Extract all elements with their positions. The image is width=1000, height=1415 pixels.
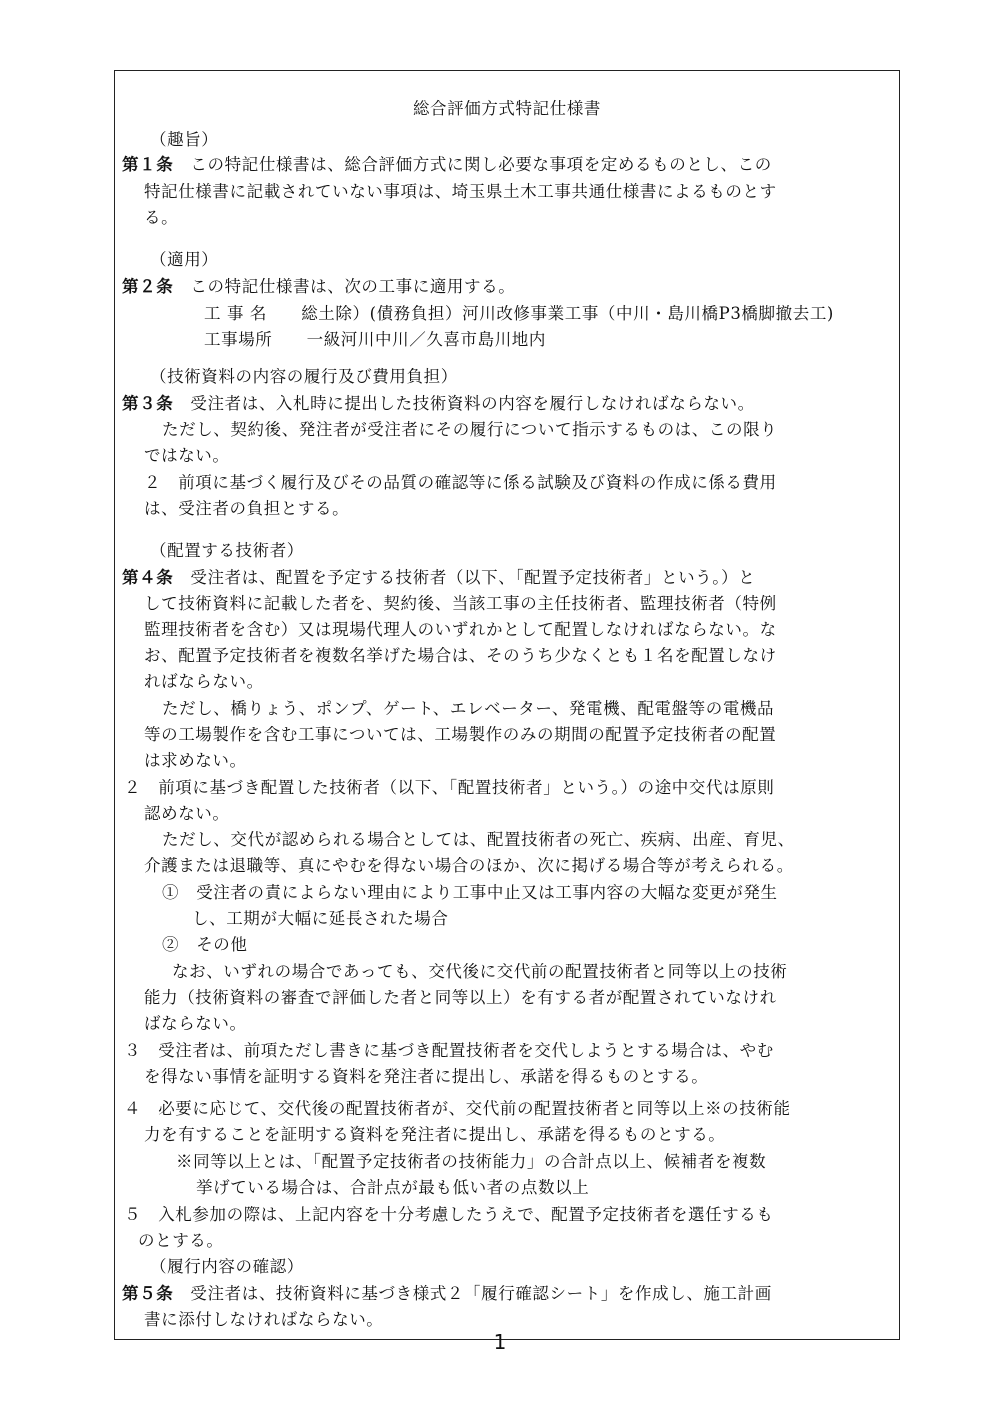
text-line bbox=[144, 672, 264, 692]
section-heading bbox=[150, 1257, 304, 1277]
line-text: 等の工場製作を含む工事については、工場製作のみの期間の配置予定技術者の配置 bbox=[144, 725, 777, 744]
line-text: 受注者は、入札時に提出した技術資料の内容を履行しなければならない。 bbox=[190, 394, 755, 413]
line-text: ではない。 bbox=[144, 446, 230, 465]
text-line bbox=[162, 935, 248, 955]
document-body bbox=[121, 100, 893, 136]
text-line bbox=[144, 1067, 708, 1087]
line-text: 受注者は、技術資料に基づき様式２「履行確認シート」を作成し、施工計画 bbox=[190, 1284, 772, 1303]
text-line bbox=[144, 804, 230, 824]
line-text: ればならない。 bbox=[144, 672, 264, 691]
line-text: 能力（技術資料の審査で評価した者と同等以上）を有する者が配置されていなけれ bbox=[144, 988, 777, 1007]
line-text: ４ 必要に応じて、交代後の配置技術者が、交代前の配置技術者と同等以上※の技術能 bbox=[124, 1099, 791, 1118]
text-line bbox=[144, 725, 776, 745]
article-line bbox=[122, 568, 755, 588]
line-text: ２ 前項に基づき配置した技術者（以下、「配置技術者」という。）の途中交代は原則 bbox=[124, 778, 775, 797]
text-line bbox=[144, 446, 230, 466]
section-heading bbox=[150, 367, 458, 387]
section-heading bbox=[150, 541, 304, 561]
line-text: 特記仕様書に記載されていない事項は、埼玉県土木工事共通仕様書によるものとす bbox=[144, 182, 777, 201]
line-text: ① 受注者の責によらない理由により工事中止又は工事内容の大幅な変更が発生 bbox=[162, 883, 778, 902]
text-line bbox=[124, 778, 774, 798]
text-line bbox=[172, 962, 787, 982]
text-line bbox=[162, 699, 774, 719]
document-title: 総合評価方式特記仕様書 bbox=[412, 99, 602, 118]
line-text: ５ 入札参加の際は、上記内容を十分考慮したうえで、配置予定技術者を選任するも bbox=[124, 1205, 774, 1224]
line-text: （技術資料の内容の履行及び費用負担） bbox=[150, 367, 458, 386]
line-text: （配置する技術者） bbox=[150, 541, 304, 560]
text-line bbox=[144, 473, 777, 493]
article-line bbox=[122, 394, 755, 414]
article-line bbox=[122, 277, 515, 297]
line-text: 工事場所 一級河川中川／久喜市島川地内 bbox=[204, 330, 546, 349]
article-label: 第４条 bbox=[122, 568, 174, 587]
line-text: 書に添付しなければならない。 bbox=[144, 1310, 384, 1329]
line-text: ３ 受注者は、前項ただし書きに基づき配置技術者を交代しようとする場合は、やむ bbox=[124, 1041, 774, 1060]
line-text: ② その他 bbox=[162, 935, 248, 954]
line-text: る。 bbox=[144, 208, 179, 227]
article-label: 第２条 bbox=[122, 277, 174, 296]
line-text: ただし、交代が認められる場合としては、配置技術者の死亡、疾病、出産、育児、 bbox=[162, 830, 795, 849]
line-text: は、受注者の負担とする。 bbox=[144, 499, 350, 518]
line-text: ※同等以上とは、「配置予定技術者の技術能力」の合計点以上、候補者を複数 bbox=[176, 1152, 767, 1171]
line-text: この特記仕様書は、総合評価方式に関し必要な事項を定めるものとし、この bbox=[190, 155, 772, 174]
line-text: ただし、橋りょう、ポンプ、ゲート、エレベーター、発電機、配電盤等の電機品 bbox=[162, 699, 775, 718]
line-text: 受注者は、配置を予定する技術者（以下、「配置予定技術者」という。）と bbox=[190, 568, 756, 587]
text-line bbox=[144, 1014, 247, 1034]
text-line bbox=[162, 420, 777, 440]
line-text: 監理技術者を含む）又は現場代理人のいずれかとして配置しなければならない。な bbox=[144, 620, 777, 639]
line-text: ただし、契約後、発注者が受注者にその履行について指示するものは、この限り bbox=[162, 420, 778, 439]
text-line bbox=[144, 1310, 383, 1330]
text-line bbox=[124, 1041, 774, 1061]
article-label: 第１条 bbox=[122, 155, 174, 174]
text-line bbox=[144, 988, 777, 1008]
line-text: 挙げている場合は、合計点が最も低い者の点数以上 bbox=[196, 1178, 590, 1197]
line-text: は求めない。 bbox=[144, 751, 247, 770]
text-line bbox=[144, 646, 777, 666]
text-line bbox=[144, 1125, 725, 1145]
text-line bbox=[124, 1099, 791, 1119]
text-line bbox=[204, 330, 546, 350]
line-text: を得ない事情を証明する資料を発注者に提出し、承諾を得るものとする。 bbox=[144, 1067, 709, 1086]
line-text: この特記仕様書は、次の工事に適用する。 bbox=[190, 277, 516, 296]
section-heading bbox=[150, 250, 218, 270]
page-number: 1 bbox=[493, 1330, 507, 1354]
text-line bbox=[138, 1231, 224, 1251]
text-line bbox=[144, 208, 178, 228]
text-line bbox=[196, 1178, 589, 1198]
text-line bbox=[162, 830, 795, 850]
article-line bbox=[122, 155, 772, 175]
line-text: のとする。 bbox=[138, 1231, 224, 1250]
text-line bbox=[144, 856, 794, 876]
article-label: 第５条 bbox=[122, 1284, 174, 1303]
text-line bbox=[176, 1152, 766, 1172]
text-line bbox=[192, 909, 449, 929]
line-text: 介護または退職等、真にやむを得ない場合のほか、次に掲げる場合等が考えられる。 bbox=[144, 856, 794, 875]
line-text: お、配置予定技術者を複数名挙げた場合は、そのうち少なくとも１名を配置しなけ bbox=[144, 646, 777, 665]
text-line bbox=[204, 304, 834, 324]
line-text: 認めない。 bbox=[144, 804, 230, 823]
text-line bbox=[144, 620, 777, 640]
text-line bbox=[144, 594, 777, 614]
text-line bbox=[144, 182, 777, 202]
text-line bbox=[124, 1205, 773, 1225]
article-line bbox=[122, 1284, 772, 1304]
line-text: して技術資料に記載した者を、契約後、当該工事の主任技術者、監理技術者（特例 bbox=[144, 594, 777, 613]
line-text: ２ 前項に基づく履行及びその品質の確認等に係る試験及び資料の作成に係る費用 bbox=[144, 473, 777, 492]
line-text: 工 事 名 総土除）(債務負担）河川改修事業工事（中川・島川橋P3橋脚撤去工) bbox=[204, 304, 834, 323]
line-text: ばならない。 bbox=[144, 1014, 247, 1033]
line-text: なお、いずれの場合であっても、交代後に交代前の配置技術者と同等以上の技術 bbox=[172, 962, 788, 981]
text-line bbox=[144, 499, 349, 519]
text-line bbox=[144, 751, 247, 771]
section-heading bbox=[150, 130, 218, 150]
line-text: （履行内容の確認） bbox=[150, 1257, 304, 1276]
text-line bbox=[162, 883, 778, 903]
line-text: し、工期が大幅に延長された場合 bbox=[192, 909, 449, 928]
line-text: （適用） bbox=[150, 250, 219, 269]
article-label: 第３条 bbox=[122, 394, 174, 413]
line-text: （趣旨） bbox=[150, 130, 219, 149]
line-text: 力を有することを証明する資料を発注者に提出し、承諾を得るものとする。 bbox=[144, 1125, 726, 1144]
